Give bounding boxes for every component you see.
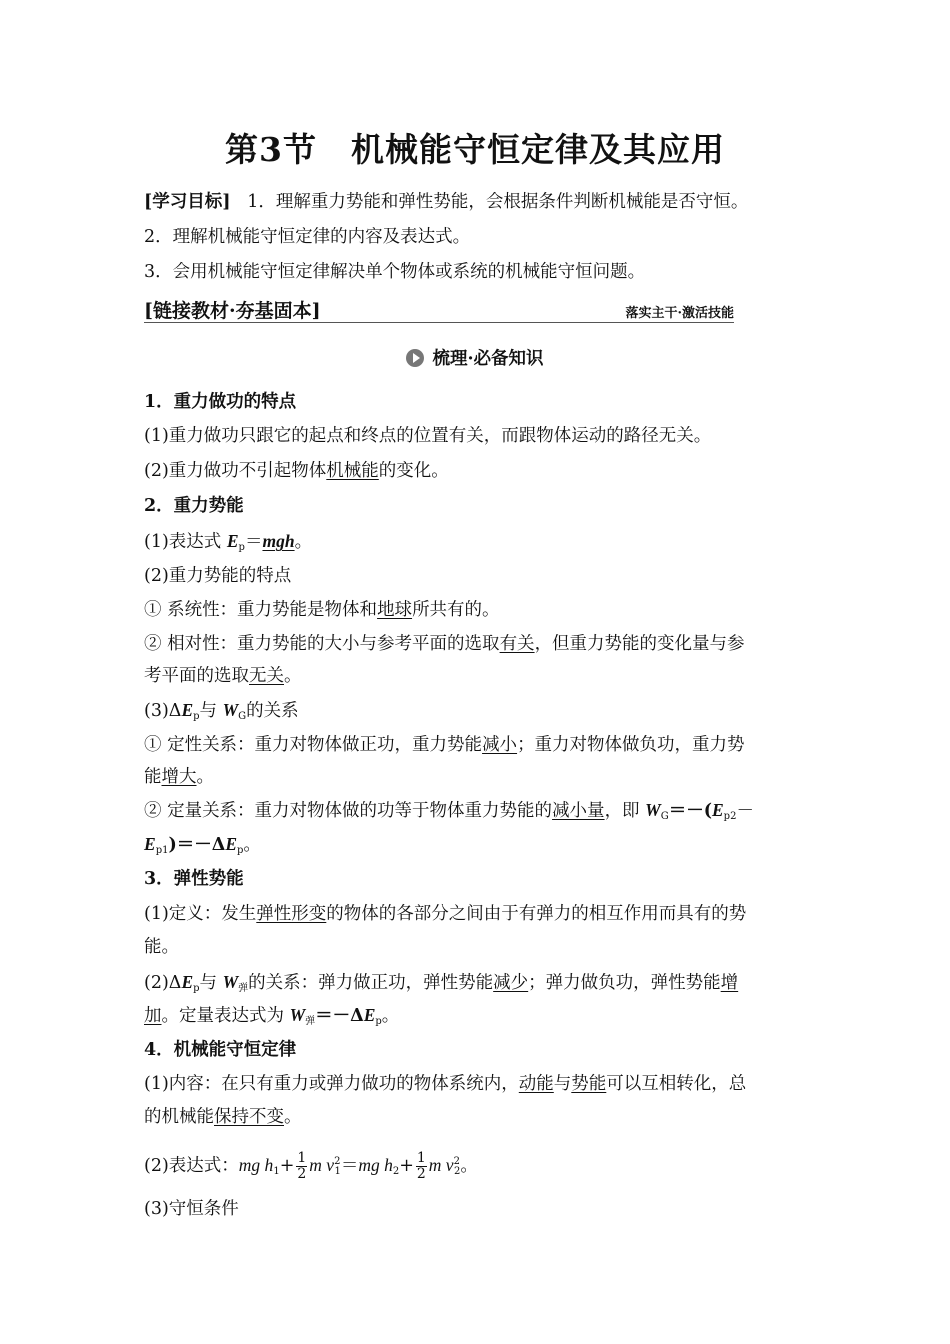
symbol: E xyxy=(181,700,194,720)
subscript: G xyxy=(238,711,247,722)
text: 可以互相转化，总 xyxy=(606,1074,747,1094)
text: (3)Δ xyxy=(144,701,182,721)
underlined-answer: 减小 xyxy=(482,735,518,755)
s4-paragraph-2 xyxy=(144,1105,814,1129)
text: 的关系 xyxy=(246,701,299,721)
text: 。 xyxy=(284,1107,302,1127)
underlined-answer: 势能 xyxy=(571,1074,607,1094)
text: ；弹力做负功，弹性势能 xyxy=(528,973,721,993)
symbol: W xyxy=(222,972,239,992)
subscript: G xyxy=(660,811,669,822)
text: 。 xyxy=(381,1006,400,1026)
underlined-answer: 增 xyxy=(720,973,739,993)
learning-goal-1 xyxy=(144,190,814,214)
underlined-answer: 减少 xyxy=(493,973,529,993)
s2-paragraph-2: (2)重力势能的特点 xyxy=(144,566,292,586)
s2-paragraph-10 xyxy=(144,832,814,863)
text: 所共有的。 xyxy=(412,600,500,620)
page-title: 第3节 机械能守恒定律及其应用 xyxy=(225,130,725,169)
subscript: 2 xyxy=(392,1165,400,1177)
text: ② 相对性：重力势能的大小与参考平面的选取 xyxy=(144,634,500,654)
plus-sign: + xyxy=(279,1155,295,1176)
underlined-answer: 增大 xyxy=(161,767,197,787)
underlined-answer: 保持不变 xyxy=(214,1107,284,1127)
text: 的物体的各部分之间由于有弹力的相互作用而具有的势 xyxy=(326,904,747,924)
equals-sign: ＝ xyxy=(340,1155,359,1176)
s2-paragraph-8 xyxy=(144,765,814,789)
text: ＝－Δ xyxy=(315,1006,364,1026)
s1-paragraph-2 xyxy=(144,459,814,483)
text: ＝ xyxy=(244,532,263,552)
subscript: 2 xyxy=(453,1165,461,1177)
text: 。 xyxy=(196,767,214,787)
text: (1)表达式 xyxy=(144,532,227,552)
s2-paragraph-4 xyxy=(144,632,814,656)
numerator: 1 xyxy=(416,1149,426,1166)
band-left-label: [链接教材·夯基固本] xyxy=(144,300,321,322)
text: ，但重力势能的变化量与参 xyxy=(534,634,745,654)
underlined-answer: 机械能 xyxy=(326,461,379,481)
fraction xyxy=(416,1151,427,1182)
formula-term: mg h xyxy=(238,1154,274,1175)
denominator: 2 xyxy=(297,1165,307,1182)
text: (2)重力做功不引起物体 xyxy=(144,461,327,481)
s2-paragraph-5 xyxy=(144,664,814,688)
band-right-label: 落实主干·激活技能 xyxy=(625,306,734,321)
subscript: p xyxy=(193,711,200,722)
section-4-heading: 4．机械能守恒定律 xyxy=(144,1040,297,1060)
plus-sign: + xyxy=(399,1155,414,1176)
s3-paragraph-3 xyxy=(144,970,814,1001)
subscript: 弹 xyxy=(238,983,249,994)
text: 考平面的选取 xyxy=(144,666,249,686)
text: 能 xyxy=(144,767,162,787)
subheading-text: 梳理·必备知识 xyxy=(432,349,544,369)
text: 与 xyxy=(553,1074,572,1094)
text: 。 xyxy=(294,532,313,552)
subscript: 弹 xyxy=(305,1016,316,1027)
text: 的关系：弹力做正功，弹性势能 xyxy=(248,973,494,993)
learning-goal-2: 2．理解机械能守恒定律的内容及表达式。 xyxy=(144,227,471,247)
s3-paragraph-1 xyxy=(144,902,814,926)
subscript: 1 xyxy=(273,1165,280,1177)
goal-1-text: 1．理解重力势能和弹性势能，会根据条件判断机械能是否守恒。 xyxy=(247,192,749,212)
section-band xyxy=(144,296,734,323)
text: (2)表达式： xyxy=(144,1155,239,1176)
text: ① 系统性：重力势能是物体和 xyxy=(144,600,378,620)
text: 的变化。 xyxy=(378,461,449,481)
section-3-heading: 3．弹性势能 xyxy=(144,869,244,889)
s2-paragraph-3 xyxy=(144,598,814,622)
text: (1)定义：发生 xyxy=(144,904,257,924)
underlined-answer: 无关 xyxy=(249,666,284,686)
s2-paragraph-6 xyxy=(144,698,814,729)
text: 与 xyxy=(199,701,223,721)
underlined-answer: 加 xyxy=(144,1006,162,1026)
s2-paragraph-1 xyxy=(144,529,814,560)
text: 与 xyxy=(199,973,223,993)
symbol: E xyxy=(711,800,724,820)
text: 。定量表达式为 xyxy=(161,1006,290,1026)
s4-paragraph-4: (3)守恒条件 xyxy=(144,1199,239,1219)
subscript: p xyxy=(238,542,245,553)
text: )＝－Δ xyxy=(168,835,226,855)
text: ① 定性关系：重力对物体做正功，重力势能 xyxy=(144,735,483,755)
s1-paragraph-1: (1)重力做功只跟它的起点和终点的位置有关，而跟物体运动的路径无关。 xyxy=(144,426,712,446)
formula-term: m v xyxy=(428,1154,454,1175)
text: ② 定量关系：重力对物体做的功等于物体重力势能的 xyxy=(144,801,553,821)
subscript: 1 xyxy=(334,1165,341,1177)
text: 的机械能 xyxy=(144,1107,214,1127)
text: ；重力对物体做负功，重力势 xyxy=(517,735,745,755)
subscript: p1 xyxy=(155,845,169,856)
symbol: W xyxy=(289,1005,306,1025)
section-2-heading: 2．重力势能 xyxy=(144,496,244,516)
s4-paragraph-1 xyxy=(144,1072,814,1096)
s2-paragraph-9 xyxy=(144,798,814,829)
s3-paragraph-2: 能。 xyxy=(144,937,179,957)
s3-paragraph-4 xyxy=(144,1003,814,1034)
text: 。 xyxy=(460,1155,478,1176)
text: (2)Δ xyxy=(144,973,182,993)
learning-goal-3: 3．会用机械能守恒定律解决单个物体或系统的机械能守恒问题。 xyxy=(144,262,646,282)
text: 。 xyxy=(243,835,261,855)
superscript: 2 xyxy=(334,1156,341,1167)
symbol: E xyxy=(225,834,237,854)
symbol: W xyxy=(645,800,661,820)
text: ，即 xyxy=(604,801,646,821)
text: (1)内容：在只有重力或弹力做功的物体系统内， xyxy=(144,1074,519,1094)
formula-term: m v xyxy=(309,1154,335,1175)
formula-term: mg h xyxy=(358,1154,393,1175)
underlined-answer: 动能 xyxy=(518,1074,554,1094)
subscript: p xyxy=(193,983,200,994)
subscript: p2 xyxy=(723,811,737,822)
s4-paragraph-3-formula xyxy=(144,1146,814,1188)
goal-tag: [学习目标] xyxy=(144,192,231,212)
underlined-answer: 减小量 xyxy=(552,801,605,821)
symbol: E xyxy=(181,972,194,992)
s2-paragraph-7 xyxy=(144,733,814,757)
symbol: E xyxy=(226,531,239,551)
section-1-heading: 1．重力做功的特点 xyxy=(144,392,297,412)
text: － xyxy=(736,801,754,821)
subscript: p xyxy=(237,845,244,856)
denominator: 2 xyxy=(416,1165,426,1182)
symbol: E xyxy=(363,1005,376,1025)
numerator: 1 xyxy=(297,1149,307,1166)
superscript: 2 xyxy=(453,1156,460,1167)
underlined-answer: 有关 xyxy=(499,634,535,654)
text: 。 xyxy=(284,666,302,686)
symbol: W xyxy=(222,700,239,720)
fraction xyxy=(296,1151,307,1182)
underlined-answer: 地球 xyxy=(377,600,413,620)
play-icon xyxy=(406,349,424,367)
underlined-answer: 弹性形变 xyxy=(256,904,327,924)
subheading xyxy=(0,345,950,370)
symbol: E xyxy=(144,834,156,854)
text: ＝－( xyxy=(668,801,712,821)
subscript: p xyxy=(375,1016,382,1027)
underlined-answer: mgh xyxy=(262,531,295,551)
